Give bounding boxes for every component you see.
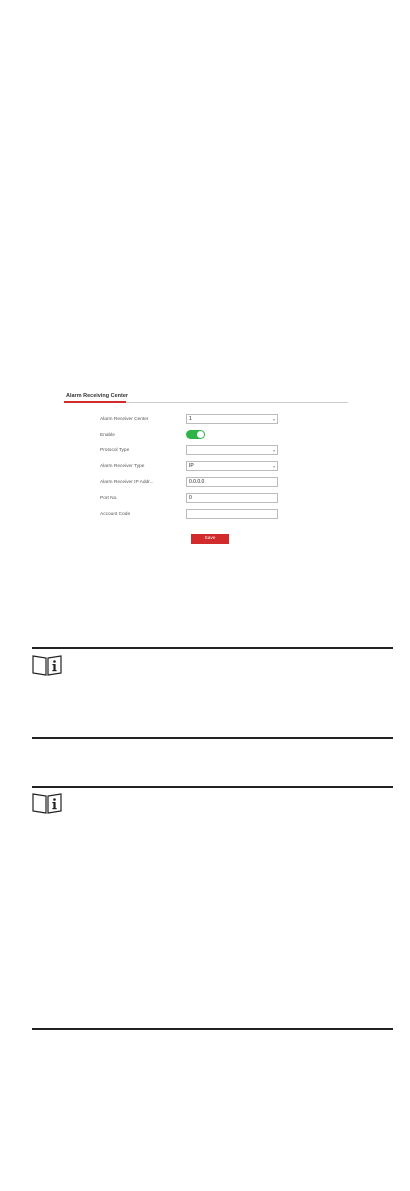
note-bottom-rule bbox=[32, 737, 393, 739]
alarm-receiver-center-value: 1 bbox=[189, 416, 192, 422]
alarm-receiver-type-select[interactable] bbox=[186, 461, 278, 471]
port-no-label: Port No. bbox=[100, 496, 118, 501]
account-code-input[interactable] bbox=[186, 509, 278, 519]
chevron-down-icon: ▾ bbox=[272, 417, 275, 422]
port-no-value: 0 bbox=[189, 495, 192, 501]
note-bottom-rule bbox=[32, 1028, 393, 1030]
port-no-input[interactable] bbox=[186, 493, 278, 503]
alarm-receiver-ip-input[interactable] bbox=[186, 477, 278, 487]
info-book-icon bbox=[32, 654, 62, 676]
alarm-receiver-type-value: IP bbox=[189, 463, 194, 469]
enable-label: Enable bbox=[100, 433, 115, 438]
toggle-knob bbox=[197, 431, 204, 438]
note-top-rule bbox=[32, 786, 393, 788]
alarm-receiver-center-label: Alarm Receiver Center bbox=[100, 417, 149, 422]
tab-alarm-receiving-center[interactable]: Alarm Receiving Center bbox=[66, 393, 129, 399]
info-book-icon bbox=[32, 792, 62, 814]
chevron-down-icon: ▾ bbox=[272, 464, 275, 469]
alarm-receiver-ip-value: 0.0.0.0 bbox=[189, 479, 205, 485]
tab-divider bbox=[126, 402, 348, 403]
protocol-type-select[interactable] bbox=[186, 445, 278, 455]
alarm-receiving-center-screenshot bbox=[62, 392, 352, 548]
alarm-receiver-ip-label: Alarm Receiver IP Addr... bbox=[100, 480, 154, 485]
save-button[interactable]: Save bbox=[191, 534, 229, 544]
enable-toggle[interactable] bbox=[186, 430, 205, 439]
account-code-label: Account Code bbox=[100, 512, 131, 517]
active-tab-underline bbox=[64, 401, 126, 403]
alarm-receiver-center-select[interactable] bbox=[186, 414, 278, 424]
note-top-rule bbox=[32, 647, 393, 649]
chevron-down-icon: ▾ bbox=[272, 448, 275, 453]
protocol-type-label: Protocol Type bbox=[100, 448, 130, 453]
alarm-receiver-type-label: Alarm Receiver Type bbox=[100, 464, 145, 469]
